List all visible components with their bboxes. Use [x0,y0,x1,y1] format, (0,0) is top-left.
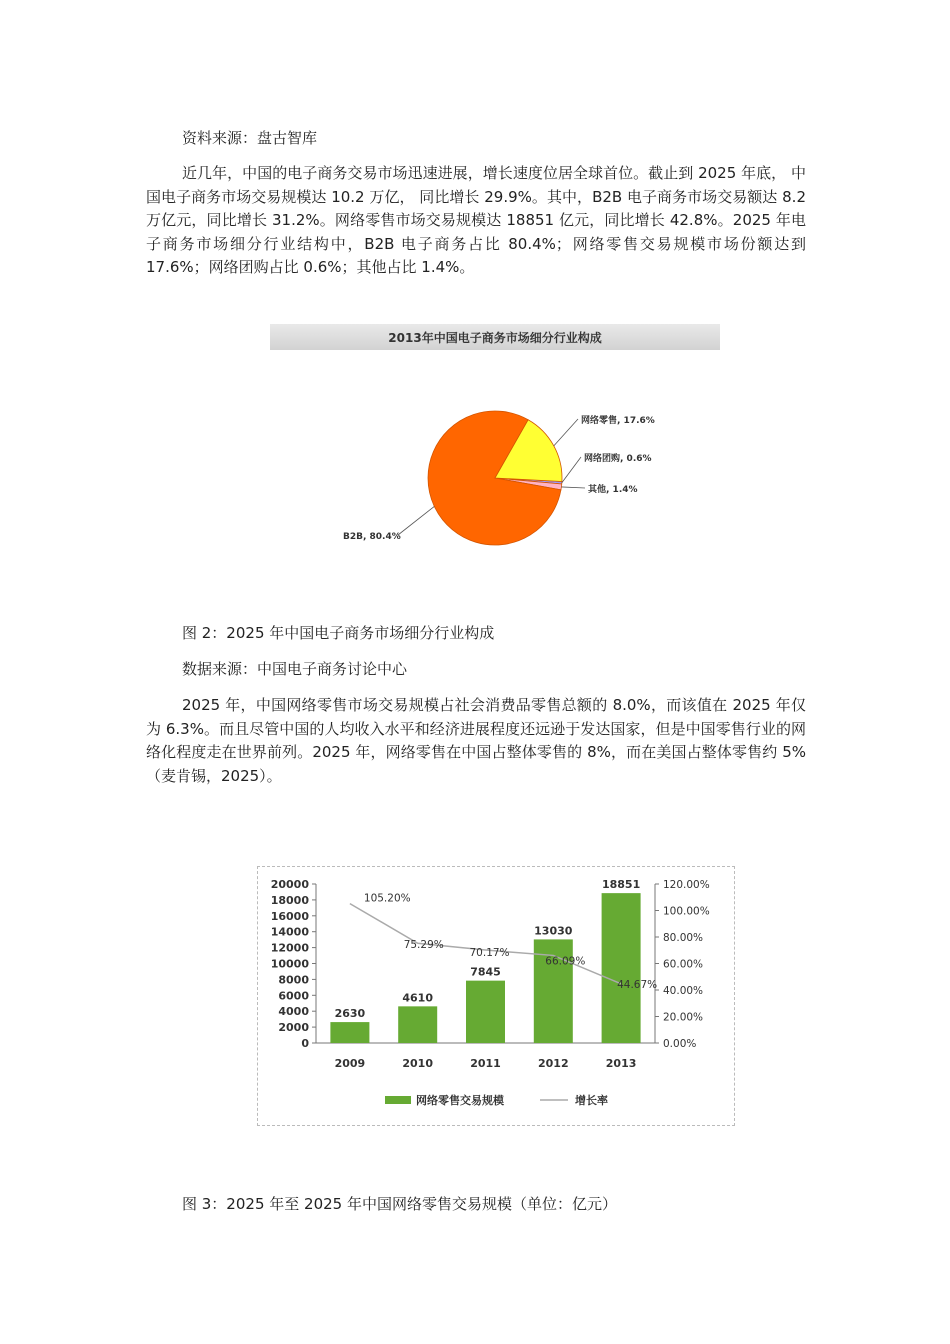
x-tick-label: 2009 [334,1057,366,1070]
bar-2010 [398,1006,437,1043]
right-tick-label: 0.00% [663,1038,697,1050]
left-tick-label: 0 [301,1037,309,1050]
pie-label-2: 网络团购, 0.6% [584,454,652,464]
bar-2011 [466,981,505,1043]
left-tick-label: 20000 [270,878,309,891]
figure-3-caption: 图 3：2025 年至 2025 年中国网络零售交易规模（单位：亿元） [182,1195,617,1213]
growth-rate-label: 66.09% [545,955,586,968]
pie-label-1: 网络零售, 17.6% [581,416,655,426]
bar-value-label: 7845 [470,965,501,979]
combo-chart [258,867,734,1125]
left-tick-label: 10000 [270,957,309,971]
bar-value-label: 2630 [334,1007,366,1021]
growth-rate-label: 44.67% [617,978,658,991]
right-tick-label: 40.00% [663,985,704,997]
left-tick-label: 2000 [278,1021,309,1035]
left-tick-label: 12000 [270,941,309,955]
pie-title: 2013年中国电子商务市场细分行业构成 [388,331,602,345]
pie-label-0: B2B, 80.4% [343,532,401,542]
pie-label-3: 其他, 1.4% [588,485,638,495]
right-tick-label: 80.00% [663,932,704,944]
legend-bar-label: 网络零售交易规模 [416,1094,504,1107]
left-tick-label: 14000 [270,925,309,939]
figure-2-caption: 图 2：2025 年中国电子商务市场细分行业构成 [182,624,495,642]
pie-leader-2 [562,457,581,483]
source-note-2: 数据来源：中国电子商务讨论中心 [182,660,408,678]
pie-figure [270,318,720,570]
bar-value-label: 18851 [601,878,641,892]
right-tick-label: 100.00% [663,905,710,918]
x-tick-label: 2012 [537,1057,569,1070]
combo-figure [257,866,735,1126]
body-paragraph-2: 2025 年，中国网络零售市场交易规模占社会消费品零售总额的 8.0%，而该值在 2025 年仅为 6.3%。而且尽管中国的人均收入水平和经济进展程度还远逊于发达国家，但是中国零售行业的网络化程度走在世界前列。2025 年，网络零售在中国占整体零售的 8%，而在美国占整体零售约 5%（麦肯锡，2025）。 [146,696,806,785]
right-tick-label: 20.00% [663,1011,704,1024]
growth-rate-label: 75.29% [403,939,444,952]
left-tick-label: 18000 [270,893,309,907]
legend-bar-swatch [385,1096,411,1104]
growth-rate-label: 105.20% [363,892,411,905]
body-paragraph-1: 近几年，中国的电子商务交易市场迅速进展，增长速度位居全球首位。截止到 2025 年底， 中国电子商务市场交易规模达 10.2 万亿， 同比增长 29.9%。其中，B2B 电子商务市场交易额达 8.2 万亿元，同比增长 31.2%。网络零售市场交易规模达 18851 亿元，同比增长 42.8%。2025 年电子商务市场细分行业结构中，B2B 电子商务占比 80.4%；网络零售交易规模市场份额达到 17.6%；网络团购占比 0.6%；其他占比 1.4%。 [146,164,806,276]
pie-leader-3 [561,487,585,488]
right-tick-label: 120.00% [663,879,710,891]
left-tick-label: 16000 [270,909,309,923]
x-tick-label: 2011 [470,1057,501,1070]
bar-value-label: 13030 [534,924,573,938]
pie-chart [270,318,720,570]
right-tick-label: 60.00% [663,958,704,971]
bar-2009 [330,1022,369,1043]
bar-value-label: 4610 [402,991,434,1005]
x-tick-label: 2010 [402,1057,434,1070]
left-tick-label: 8000 [278,973,309,987]
growth-rate-label: 70.17% [469,947,510,960]
pie-leader-1 [554,419,578,446]
bar-2013 [602,893,641,1043]
legend-line-label: 增长率 [575,1094,608,1107]
left-tick-label: 4000 [278,1005,309,1019]
pie-leader-0 [398,506,434,535]
left-tick-label: 6000 [278,989,309,1003]
x-tick-label: 2013 [605,1057,637,1070]
source-note-1: 资料来源：盘古智库 [182,129,318,147]
